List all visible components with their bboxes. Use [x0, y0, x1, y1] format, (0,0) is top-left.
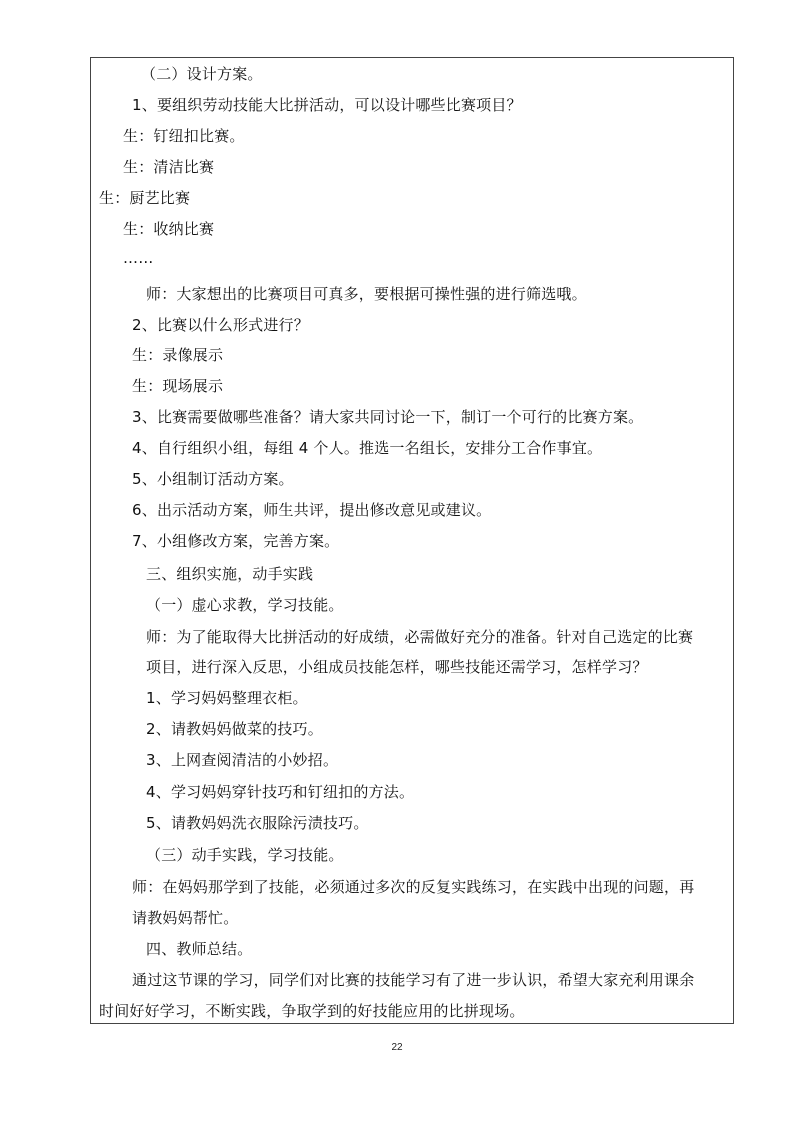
teacher-remark-continued: 请教妈妈帮忙。 — [132, 909, 239, 927]
teacher-remark-continued: 项目，进行深入反思，小组成员技能怎样，哪些技能还需学习，怎样学习？ — [146, 658, 648, 676]
teacher-remark: 师：大家想出的比赛项目可真多，要根据可操性强的进行筛选哦。 — [146, 285, 587, 303]
ellipsis: …… — [123, 249, 154, 267]
section-heading-implementation: 三、组织实施，动手实践 — [146, 565, 314, 583]
subsection-heading-learn-skills: （一）虚心求教，学习技能。 — [146, 596, 344, 614]
step-4: 4、自行组织小组，每组 4 个人。推选一名组长，安排分工合作事宜。 — [132, 439, 603, 457]
question-2: 2、比赛以什么形式进行？ — [132, 316, 309, 334]
teacher-remark: 师：在妈妈那学到了技能，必须通过多次的反复实践练习，在实践中出现的问题，再 — [132, 878, 695, 896]
skill-item-2: 2、请教妈妈做菜的技巧。 — [146, 720, 323, 738]
section-heading-design-plan: （二）设计方案。 — [141, 65, 263, 83]
question-1: 1、要组织劳动技能大比拼活动，可以设计哪些比赛项目？ — [132, 96, 522, 114]
subsection-heading-practice: （三）动手实践，学习技能。 — [146, 846, 344, 864]
student-answer: 生：清洁比赛 — [123, 158, 215, 176]
skill-item-3: 3、上网查阅清洁的小妙招。 — [146, 751, 339, 769]
question-3: 3、比赛需要做哪些准备？请大家共同讨论一下，制订一个可行的比赛方案。 — [132, 408, 644, 426]
skill-item-1: 1、学习妈妈整理衣柜。 — [146, 689, 308, 707]
student-answer: 生：厨艺比赛 — [99, 189, 191, 207]
skill-item-5: 5、请教妈妈洗衣服除污渍技巧。 — [146, 814, 369, 832]
summary-text-continued: 时间好好学习，不断实践，争取学到的好技能应用的比拼现场。 — [99, 1002, 525, 1020]
summary-text: 通过这节课的学习，同学们对比赛的技能学习有了进一步认识，希望大家充利用课余 — [132, 971, 695, 989]
step-6: 6、出示活动方案，师生共评，提出修改意见或建议。 — [132, 501, 492, 519]
student-answer: 生：钉纽扣比赛。 — [123, 127, 245, 145]
page-number: 22 — [391, 1042, 403, 1053]
teacher-remark: 师：为了能取得大比拼活动的好成绩，必需做好充分的准备。针对自己选定的比赛 — [146, 628, 694, 646]
student-answer: 生：现场展示 — [132, 377, 224, 395]
student-answer: 生：录像展示 — [132, 346, 224, 364]
step-7: 7、小组修改方案，完善方案。 — [132, 532, 340, 550]
student-answer: 生：收纳比赛 — [123, 220, 215, 238]
step-5: 5、小组制订活动方案。 — [132, 470, 294, 488]
section-heading-summary: 四、教师总结。 — [146, 940, 253, 958]
skill-item-4: 4、学习妈妈穿针技巧和钉纽扣的方法。 — [146, 783, 415, 801]
